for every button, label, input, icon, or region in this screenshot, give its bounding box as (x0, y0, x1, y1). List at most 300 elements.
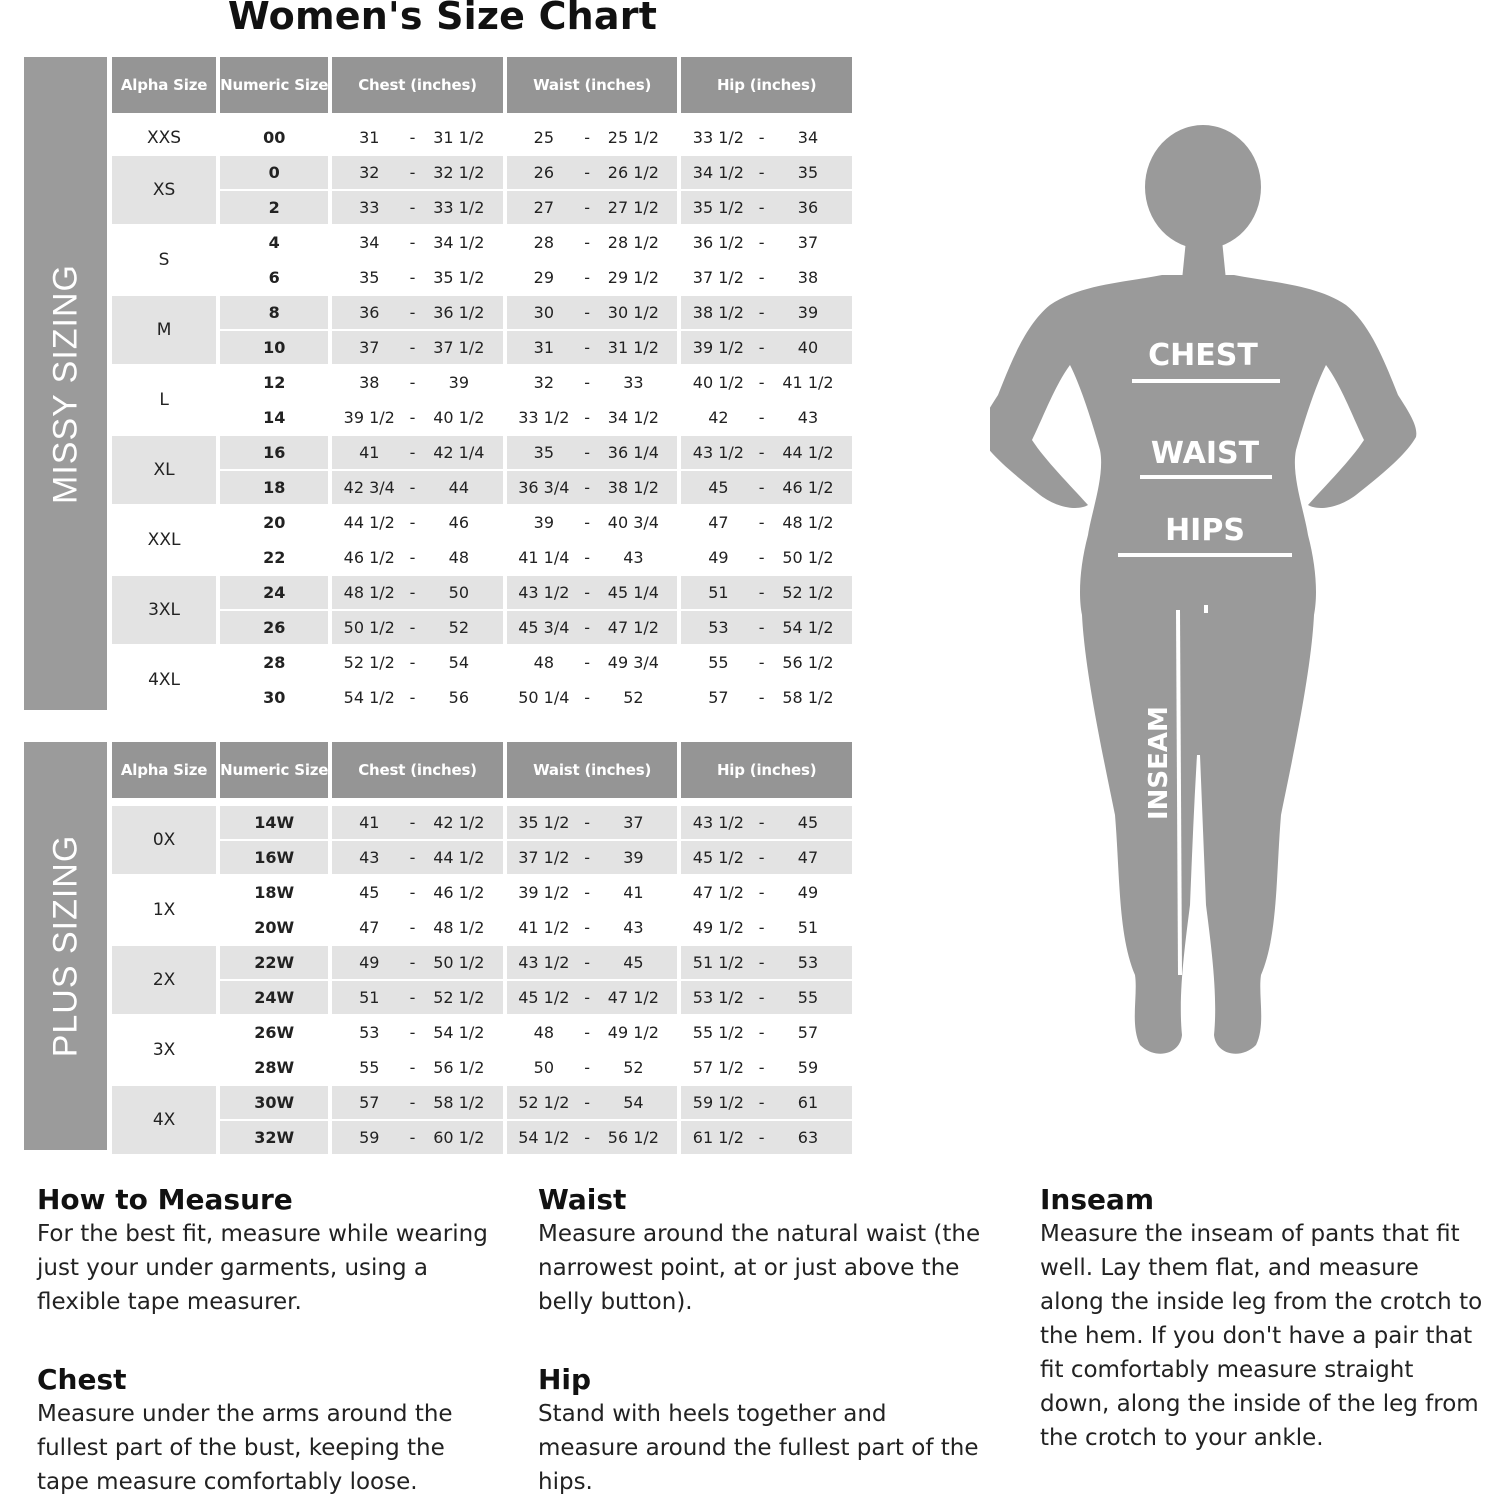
range-separator: - (758, 618, 765, 637)
table-row (112, 191, 852, 226)
chest-range-cell (332, 471, 503, 506)
waist-max-value: 31 1/2 (607, 338, 659, 357)
hip-max-value: 39 (797, 303, 819, 322)
range-separator: - (409, 163, 416, 182)
range-separator: - (409, 478, 416, 497)
chest-min-value: 51 (359, 988, 380, 1007)
chest-max-value: 31 1/2 (433, 128, 485, 147)
waist-min-value: 26 (533, 163, 554, 182)
hip-range-cell (681, 436, 852, 471)
range-separator: - (584, 918, 590, 937)
waist-max-value: 38 1/2 (607, 478, 659, 497)
waist-max-value: 25 1/2 (607, 128, 659, 147)
hip-max-value: 38 (797, 268, 819, 287)
range-separator: - (758, 1128, 765, 1147)
table-row (112, 156, 852, 191)
range-separator: - (758, 848, 765, 867)
chest-max-value: 58 1/2 (433, 1093, 485, 1112)
range-separator: - (584, 848, 590, 867)
waist-range (507, 918, 678, 937)
waist-min-value: 28 (533, 233, 554, 252)
waist-range (507, 268, 678, 287)
range-separator: - (758, 883, 765, 902)
chest-max-value: 33 1/2 (433, 198, 485, 217)
chest-range-cell (332, 576, 503, 611)
hip-max-value: 35 (797, 163, 819, 182)
chest-range-cell (332, 296, 503, 331)
waist-min-value: 35 (533, 443, 554, 462)
chest-range (332, 478, 503, 497)
chest-range-cell (332, 541, 503, 576)
chest-min-value: 53 (359, 1023, 380, 1042)
hip-range (681, 443, 852, 462)
hip-range-cell (681, 981, 852, 1016)
chest-min-value: 45 (359, 883, 380, 902)
hip-range (681, 198, 852, 217)
waist-range (507, 1093, 678, 1112)
numeric-size-cell: 28 (220, 646, 328, 681)
waist-range (507, 303, 678, 322)
range-separator: - (584, 813, 590, 832)
hip-min-value: 47 (708, 513, 729, 532)
waist-range-cell (507, 1121, 678, 1156)
hip-range (681, 848, 852, 867)
waist-min-value: 39 1/2 (518, 883, 570, 902)
waist-range-cell (507, 261, 678, 296)
waist-range (507, 478, 678, 497)
numeric-size-cell: 30W (220, 1086, 328, 1121)
range-separator: - (409, 1058, 416, 1077)
chest-range (332, 1128, 503, 1147)
range-separator: - (409, 408, 416, 427)
range-separator: - (758, 813, 765, 832)
waist-range-cell (507, 296, 678, 331)
hip-min-value: 36 1/2 (692, 233, 744, 252)
waist-max-value: 49 1/2 (607, 1023, 659, 1042)
range-separator: - (584, 1058, 590, 1077)
waist-min-value: 36 3/4 (518, 478, 570, 497)
chest-range-cell (332, 436, 503, 471)
chest-range-cell (332, 226, 503, 261)
hip-min-value: 47 1/2 (692, 883, 744, 902)
inseam-instructions-block (1040, 1183, 1485, 1455)
waist-max-value: 43 (623, 918, 644, 937)
chest-range (332, 408, 503, 427)
chest-min-value: 49 (359, 953, 380, 972)
waist-range (507, 988, 678, 1007)
numeric-size-cell: 20 (220, 506, 328, 541)
waist-min-value: 48 (533, 653, 554, 672)
range-separator: - (584, 548, 590, 567)
waist-max-value: 27 1/2 (607, 198, 659, 217)
waist-min-value: 35 1/2 (518, 813, 570, 832)
waist-range (507, 953, 678, 972)
waist-min-value: 29 (533, 268, 554, 287)
numeric-size-cell: 00 (220, 121, 328, 156)
hip-range (681, 268, 852, 287)
waist-range-cell (507, 946, 678, 981)
alpha-size-cell: XS (112, 156, 216, 226)
hip-range (681, 373, 852, 392)
table-row (112, 331, 852, 366)
waist-range-cell (507, 681, 678, 716)
waist-max-value: 45 1/4 (607, 583, 659, 602)
hip-range (681, 918, 852, 937)
chest-max-value: 50 (448, 583, 469, 602)
chest-range-cell (332, 1016, 503, 1051)
range-separator: - (584, 953, 590, 972)
alpha-size-cell: 2X (112, 946, 216, 1016)
hip-max-value: 44 1/2 (782, 443, 834, 462)
chest-max-value: 35 1/2 (433, 268, 485, 287)
hip-range-cell (681, 1086, 852, 1121)
range-separator: - (409, 583, 416, 602)
hip-range (681, 513, 852, 532)
hip-min-value: 45 1/2 (692, 848, 744, 867)
chest-range-cell (332, 981, 503, 1016)
waist-range (507, 618, 678, 637)
figure-hips-label: HIPS (1165, 513, 1245, 548)
numeric-size-cell: 32W (220, 1121, 328, 1156)
waist-min-value: 48 (533, 1023, 554, 1042)
numeric-size-cell: 20W (220, 911, 328, 946)
range-separator: - (584, 268, 590, 287)
range-separator: - (584, 988, 590, 1007)
chest-min-value: 57 (359, 1093, 380, 1112)
hip-max-value: 34 (797, 128, 819, 147)
range-separator: - (409, 303, 416, 322)
hip-max-value: 53 (797, 953, 819, 972)
hip-range (681, 128, 852, 147)
range-separator: - (584, 478, 590, 497)
waist-range-cell (507, 1086, 678, 1121)
waist-max-value: 52 (623, 1058, 644, 1077)
chest-max-value: 36 1/2 (433, 303, 485, 322)
waist-range-cell (507, 401, 678, 436)
figure-inseam-label: INSEAM (1144, 706, 1174, 820)
waist-range (507, 653, 678, 672)
hip-min-value: 53 (708, 618, 729, 637)
hip-range-cell (681, 366, 852, 401)
waist-max-value: 47 1/2 (607, 988, 659, 1007)
range-separator: - (584, 233, 590, 252)
waist-range (507, 883, 678, 902)
hip-min-value: 38 1/2 (692, 303, 744, 322)
hip-range-cell (681, 1016, 852, 1051)
table-row (112, 841, 852, 876)
chest-min-value: 54 1/2 (343, 688, 395, 707)
hip-range-cell (681, 911, 852, 946)
chest-range (332, 198, 503, 217)
chest-range-cell (332, 806, 503, 841)
hip-min-value: 45 (708, 478, 729, 497)
hip-range (681, 1128, 852, 1147)
hip-range-cell (681, 226, 852, 261)
alpha-size-cell: 4X (112, 1086, 216, 1156)
waist-range (507, 513, 678, 532)
range-separator: - (409, 443, 416, 462)
chest-range-cell (332, 841, 503, 876)
waist-range (507, 583, 678, 602)
chest-range (332, 583, 503, 602)
waist-min-value: 54 1/2 (518, 1128, 570, 1147)
alpha-size-cell: 3X (112, 1016, 216, 1086)
waist-range (507, 163, 678, 182)
chest-min-value: 59 (359, 1128, 380, 1147)
numeric-size-cell: 26 (220, 611, 328, 646)
chest-min-value: 34 (359, 233, 380, 252)
waist-min-value: 25 (533, 128, 554, 147)
numeric-size-cell: 24W (220, 981, 328, 1016)
alpha-size-cell: M (112, 296, 216, 366)
header-row (112, 57, 852, 121)
range-separator: - (758, 653, 765, 672)
hip-range (681, 303, 852, 322)
waist-instructions-block (538, 1183, 988, 1319)
chest-max-value: 48 (448, 548, 469, 567)
header-chest: Chest (inches) (332, 742, 503, 806)
hip-range-cell (681, 506, 852, 541)
how-to-measure-block (37, 1183, 497, 1319)
waist-max-value: 45 (623, 953, 644, 972)
alpha-size-cell: 4XL (112, 646, 216, 716)
chest-range (332, 883, 503, 902)
table-row (112, 681, 852, 716)
alpha-size-cell: 1X (112, 876, 216, 946)
hip-range (681, 883, 852, 902)
hip-max-value: 41 1/2 (782, 373, 834, 392)
chest-range (332, 163, 503, 182)
hip-min-value: 53 1/2 (692, 988, 744, 1007)
hip-min-value: 43 1/2 (692, 443, 744, 462)
header-hip: Hip (inches) (681, 57, 852, 121)
chest-range (332, 338, 503, 357)
chest-max-value: 34 1/2 (433, 233, 485, 252)
chest-min-value: 37 (359, 338, 380, 357)
table-row (112, 401, 852, 436)
missy-sizing-label: MISSY SIZING (46, 263, 84, 504)
missy-side-band (24, 57, 107, 710)
chest-range (332, 513, 503, 532)
missy-section (24, 57, 856, 710)
waist-range-cell (507, 226, 678, 261)
figure-waist-label: WAIST (1150, 436, 1260, 471)
table-row (112, 911, 852, 946)
range-separator: - (409, 918, 416, 937)
waist-min-value: 37 1/2 (518, 848, 570, 867)
range-separator: - (758, 513, 765, 532)
hip-range (681, 813, 852, 832)
numeric-size-cell: 4 (220, 226, 328, 261)
range-separator: - (584, 1128, 590, 1147)
chest-range (332, 268, 503, 287)
waist-max-value: 39 (623, 848, 644, 867)
chest-range (332, 548, 503, 567)
hip-min-value: 37 1/2 (692, 268, 744, 287)
range-separator: - (758, 408, 765, 427)
alpha-size-cell: S (112, 226, 216, 296)
waist-max-value: 40 3/4 (607, 513, 659, 532)
waist-range (507, 233, 678, 252)
hip-range-cell (681, 611, 852, 646)
hip-range-cell (681, 296, 852, 331)
waist-max-value: 52 (623, 688, 644, 707)
table-row (112, 1016, 852, 1051)
waist-range (507, 1023, 678, 1042)
hip-min-value: 57 (708, 688, 729, 707)
waist-min-value: 43 1/2 (518, 583, 570, 602)
chest-range (332, 1023, 503, 1042)
table-row (112, 296, 852, 331)
plus-section (24, 742, 856, 1150)
table-row (112, 946, 852, 981)
plus-size-table (108, 742, 856, 1156)
waist-max-value: 30 1/2 (607, 303, 659, 322)
chest-range-cell (332, 876, 503, 911)
range-separator: - (409, 128, 416, 147)
chest-max-value: 52 (448, 618, 469, 637)
waist-range-cell (507, 981, 678, 1016)
hip-range (681, 988, 852, 1007)
waist-max-value: 33 (623, 373, 644, 392)
hip-min-value: 49 1/2 (692, 918, 744, 937)
range-separator: - (409, 268, 416, 287)
waist-range-cell (507, 366, 678, 401)
hip-min-value: 57 1/2 (692, 1058, 744, 1077)
alpha-size-cell: 0X (112, 806, 216, 876)
waist-min-value: 41 1/2 (518, 918, 570, 937)
chest-range-cell (332, 331, 503, 366)
hip-range-cell (681, 541, 852, 576)
range-separator: - (409, 883, 416, 902)
header-alpha: Alpha Size (112, 57, 216, 121)
waist-min-value: 45 1/2 (518, 988, 570, 1007)
numeric-size-cell: 18W (220, 876, 328, 911)
chest-range-cell (332, 1051, 503, 1086)
range-separator: - (584, 688, 590, 707)
hip-range-cell (681, 156, 852, 191)
chest-range-cell (332, 911, 503, 946)
hip-range (681, 233, 852, 252)
hip-range (681, 1093, 852, 1112)
hip-min-value: 43 1/2 (692, 813, 744, 832)
numeric-size-cell: 12 (220, 366, 328, 401)
chest-min-value: 46 1/2 (343, 548, 395, 567)
chest-range-cell (332, 506, 503, 541)
chest-max-value: 50 1/2 (433, 953, 485, 972)
hip-range (681, 653, 852, 672)
table-row (112, 261, 852, 296)
chest-min-value: 38 (359, 373, 380, 392)
chest-min-value: 33 (359, 198, 380, 217)
chest-range-cell (332, 121, 503, 156)
range-separator: - (758, 443, 765, 462)
hip-range (681, 163, 852, 182)
chest-min-value: 39 1/2 (343, 408, 395, 427)
waist-range (507, 338, 678, 357)
chest-min-value: 31 (359, 128, 380, 147)
waist-range-cell (507, 841, 678, 876)
waist-max-value: 43 (623, 548, 644, 567)
plus-side-band (24, 742, 107, 1150)
range-separator: - (758, 953, 765, 972)
hip-instructions-block (538, 1363, 988, 1499)
chest-min-value: 47 (359, 918, 380, 937)
numeric-size-cell: 16W (220, 841, 328, 876)
table-row (112, 806, 852, 841)
waist-max-value: 29 1/2 (607, 268, 659, 287)
how-to-measure-text: For the best fit, measure while wearing just your under garments, using a flexible tape measurer. (37, 1221, 488, 1315)
chest-range (332, 1058, 503, 1077)
chest-range-cell (332, 946, 503, 981)
chest-max-value: 44 (448, 478, 469, 497)
hip-instructions-text: Stand with heels together and measure around the fullest part of the hips. (538, 1401, 979, 1495)
chest-min-value: 36 (359, 303, 380, 322)
inseam-measure-line (1178, 610, 1180, 975)
chest-min-value: 55 (359, 1058, 380, 1077)
chest-range (332, 1093, 503, 1112)
chest-range-cell (332, 1086, 503, 1121)
range-separator: - (409, 198, 416, 217)
range-separator: - (584, 513, 590, 532)
range-separator: - (409, 653, 416, 672)
hip-max-value: 37 (797, 233, 819, 252)
chest-range (332, 918, 503, 937)
range-separator: - (758, 233, 765, 252)
waist-min-value: 45 3/4 (518, 618, 570, 637)
range-separator: - (584, 443, 590, 462)
hip-range (681, 1058, 852, 1077)
hip-max-value: 46 1/2 (782, 478, 834, 497)
chest-max-value: 52 1/2 (433, 988, 485, 1007)
numeric-size-cell: 22 (220, 541, 328, 576)
alpha-size-cell: XL (112, 436, 216, 506)
hip-range-cell (681, 191, 852, 226)
chest-min-value: 48 1/2 (343, 583, 395, 602)
hip-range (681, 338, 852, 357)
chest-max-value: 40 1/2 (433, 408, 485, 427)
waist-range-cell (507, 191, 678, 226)
chest-range (332, 233, 503, 252)
range-separator: - (758, 478, 765, 497)
hip-min-value: 34 1/2 (692, 163, 744, 182)
waist-min-value: 33 1/2 (518, 408, 570, 427)
range-separator: - (409, 513, 416, 532)
figure-chest-label: CHEST (1148, 338, 1258, 373)
hip-range-cell (681, 841, 852, 876)
hip-min-value: 55 (708, 653, 729, 672)
hip-range (681, 618, 852, 637)
chest-range-cell (332, 191, 503, 226)
range-separator: - (409, 953, 416, 972)
hip-range-cell (681, 576, 852, 611)
numeric-size-cell: 10 (220, 331, 328, 366)
chest-instructions-block (37, 1363, 477, 1499)
hip-max-value: 59 (797, 1058, 819, 1077)
hip-range-cell (681, 681, 852, 716)
waist-range-cell (507, 1016, 678, 1051)
waist-max-value: 47 1/2 (607, 618, 659, 637)
hip-range-cell (681, 806, 852, 841)
header-waist: Waist (inches) (507, 742, 678, 806)
hip-max-value: 58 1/2 (782, 688, 834, 707)
waist-min-value: 52 1/2 (518, 1093, 570, 1112)
hip-max-value: 55 (797, 988, 819, 1007)
chest-range-cell (332, 611, 503, 646)
alpha-size-cell: L (112, 366, 216, 436)
waist-max-value: 28 1/2 (607, 233, 659, 252)
chest-range-cell (332, 156, 503, 191)
